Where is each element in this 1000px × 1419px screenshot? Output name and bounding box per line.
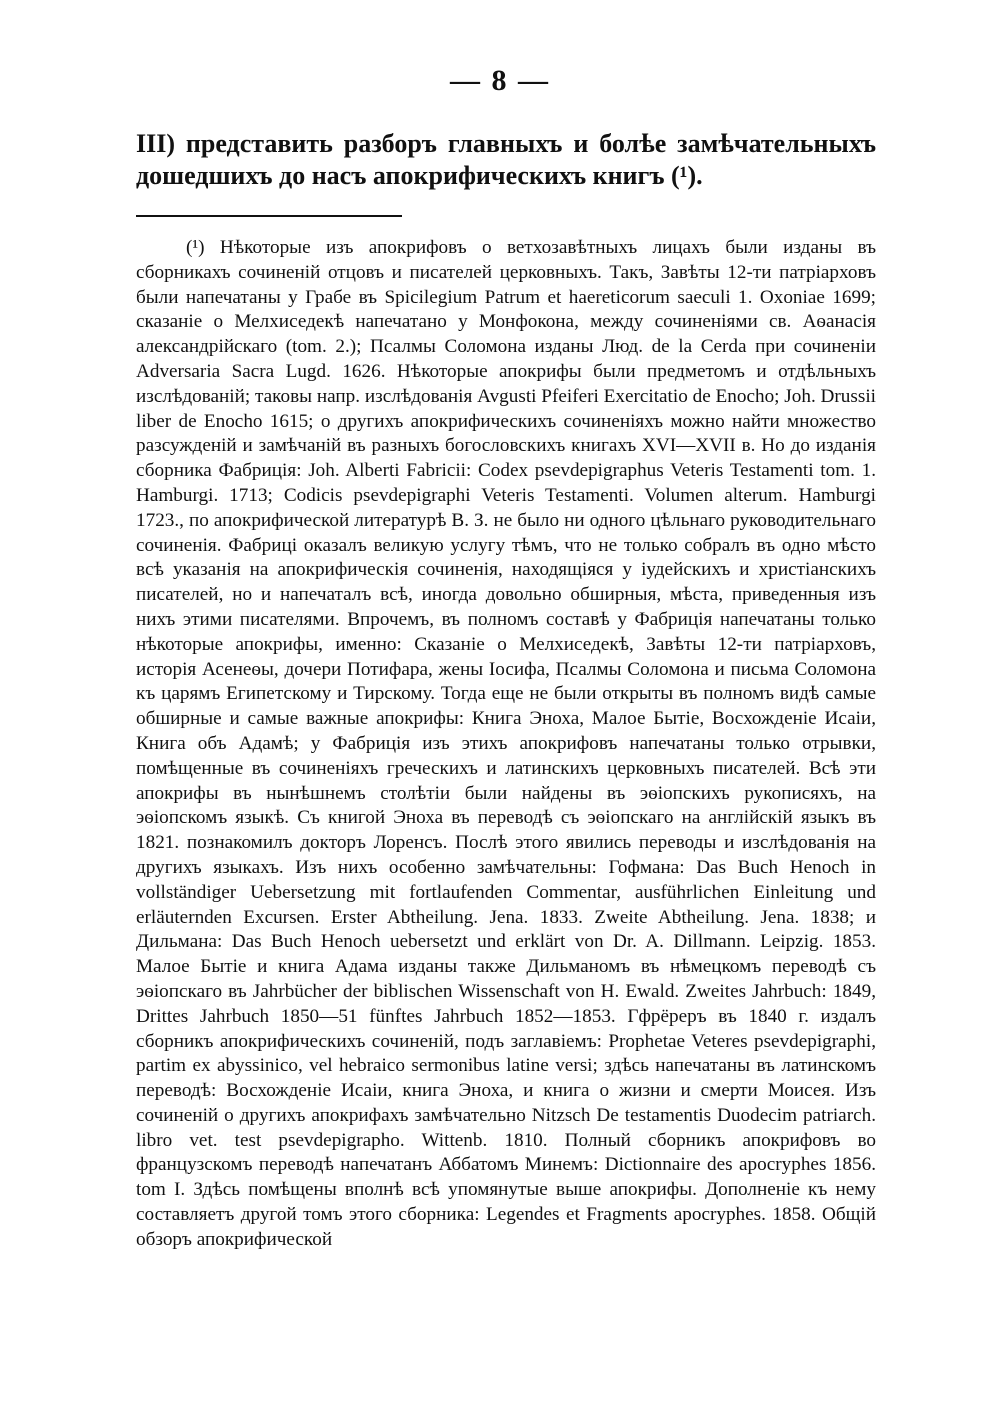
page-number: — 8 — [450,64,550,97]
footnote-text: (¹) Нѣкоторые изъ апокрифовъ о ветхозавѣтныхъ лицахъ были изданы въ сборникахъ сочиненій отцовъ и писателей церковныхъ. Такъ, Завѣты 12-ти патріарховъ были напечатаны у Грабе въ Spicilegium Patrum et haereticorum saeculi 1. Oxoniae 1699; сказаніе о Мелхиседекѣ напечатано у Монфокона, между сочиненіями св. Аѳанасія александрійскаго (tom. 2.); Псалмы Соломона изданы Люд. de la Cerda при сочиненіи Adversaria Sacra Lugd. 1626. Нѣкоторые апокрифы были предметомъ и отдѣльныхъ изслѣдованій; таковы напр. изслѣдованія Avgusti Pfeiferi Exercitatio de Enocho; Joh. Drussii liber de Enocho 1615; о другихъ апокрифическихъ сочиненіяхъ можно найти множество разсужденій и замѣчаній въ разныхъ богословскихъ книгахъ XVI—XVII в. Но до изданія сборника Фабриція: Joh. Alberti Fabricii: Codex psevdepigraphus Veteris Testamenti tom. 1. Hamburgi. 1713; Codicis psevdepigraphi Veteris Testamenti. Volumen alterum. Hamburgi 1723., по апокрифической литературѣ В. З. не было ни одного цѣльнаго руководительнаго сочиненія. Фабриці оказалъ великую услугу тѣмъ, что не только собралъ въ одно мѣсто всѣ указанія на апокрифическія сочиненія, находящіяся у іудейскихъ и христіанскихъ писателей, но и напечаталъ всѣ, иногда довольно обширныя, мѣста, приведенныя изъ нихъ этими писателями. Впрочемъ, въ полномъ составѣ у Фабриція напечатаны только нѣкоторые апокрифы, именно: Сказаніе о Мелхиседекѣ, Завѣты 12-ти патріарховъ, исторія Асенеѳы, дочери Потифара, жены Іосифа, Псалмы Соломона и письма Соломона къ царямъ Египетскому и Тирскому. Тогда еще не были открыты въ полномъ видѣ самые обширные и самые важные апокрифы: Книга Эноха, Малое Бытіе, Восхожденіе Исаіи, Книга объ Адамѣ; у Фабриція изъ этихъ апокрифовъ напечатаны только отрывки, помѣщенные въ сочиненіяхъ греческихъ и латинскихъ церковныхъ писателей. Всѣ эти апокрифы въ нынѣшнемъ столѣтіи были найдены въ эѳіопскихъ рукописяхъ, на эѳіопскомъ языкѣ. Съ книгой Эноха въ переводѣ съ эѳіопскаго на англійскій языкъ въ 1821. познакомилъ докторъ Лоренсъ. Послѣ этого явились переводы и изслѣдованія на другихъ языкахъ. Изъ нихъ особенно замѣчательны: Гофмана: Das Buch Henoch in vollständiger Uebersetzung mit fortlaufenden Commentar, ausführlichen Einleitung und erläuternden Excursen. Erster Abtheilung. Jena. 1833. Zweite Abtheilung. Jena. 1838; и Дильмана: Das Buch Henoch uebersetzt und erklärt von Dr. A. Dillmann. Leipzig. 1853. Малое Бытіе и книга Адама изданы также Дильманомъ въ нѣмецкомъ переводѣ съ эѳіопскаго въ Jahrbücher der biblischen Wissenschaft von H. Ewald. Zweites Jahrbuch: 1849, Drittes Jahrbuch 1850—51 fünftes Jahrbuch 1852—1853. Гфрёреръ въ 1840 г. издалъ сборникъ апокрифическихъ сочиненій, подъ заглавіемъ: Prophetae Veteres psevdepigraphi, partim ex abyssinico, vel hebraico sermonibus latine versi; здѣсь напечатаны въ латинскомъ переводѣ: Восхожденіе Исаіи, книга Эноха, и книга о жизни и смерти Моисея. Изъ сочиненій о другихъ апокрифахъ замѣчательно Nitzsch De testamentis Duodecim patriarch. libro vet. test psevdepigrapho. Wittenb. 1810. Полный сборникъ апокрифовъ во французскомъ переводѣ напечатанъ Аббатомъ Минемъ: Dictionnaire des apocryphes 1856. tom I. Здѣсь помѣщены вполнѣ всѣ упомянутые выше апокрифы. Дополненіе къ нему составляетъ другой томъ этого сборника: Legendes et Fragments apocryphes. 1858. Общій обзоръ апокрифической [136,237,876,1250]
main-paragraph: III) представить разборъ главныхъ и болѣе замѣчательныхъ дошедшихъ до насъ апокрифическихъ книгъ (¹). [136,129,876,190]
footnote-divider [136,215,402,217]
